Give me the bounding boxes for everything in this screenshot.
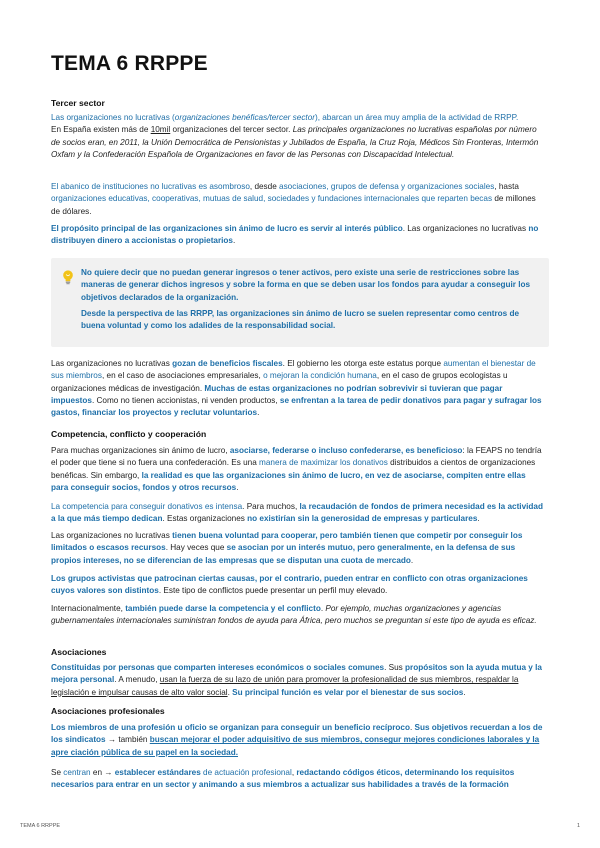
lightbulb-icon — [60, 269, 76, 285]
paragraph: El abanico de instituciones no lucrativas es asombroso, desde asociaciones, grupos de defensa y organizaciones sociales, hasta organizaciones educativas, cooperativas, mutuas de salud, sociedades y fundaciones internacionales que reparten becas de millones de dólares. — [51, 182, 536, 216]
paragraph: El propósito principal de las organizaciones sin ánimo de lucro es servir al interés público. Las organizaciones no lucrativas no distribuyen dinero a accionistas o propietarios. — [51, 224, 539, 246]
callout-paragraph: Desde la perspectiva de las RRPP, las organizaciones sin ánimo de lucro se suelen representar como centros de buena voluntad y como los adalides de la responsabilidad social. — [81, 309, 520, 331]
page-title: TEMA 6 RRPPE — [51, 52, 208, 75]
paragraph: Se centran en → establecer estándares de actuación profesional, redactando códigos éticos, determinando los requisitos necesarios para entrar en un sector y animando a sus miembros a actualizar sus habilidades a través de la formación — [51, 768, 515, 790]
paragraph: Los miembros de una profesión u oficio se organizan para conseguir un beneficio recíproco. Sus objetivos recuerdan a los de los sindicatos → también buscan mejorar el poder adquisitivo de sus miembros, consegur mejores condiciones laborales y la apre ciación pública de su papel en la sociedad. — [51, 723, 543, 757]
paragraph: La competencia para conseguir donativos es intensa. Para muchos, la recaudación de fondos de primera necesidad es la actividad a la que más tiempo dedican. Estas organizaciones no existirían sin la generosidad de empresas y particulares. — [51, 502, 543, 524]
footer-title: TEMA 6 RRPPE — [20, 823, 61, 829]
paragraph: Las organizaciones no lucrativas (organizaciones benéficas/tercer sector), abarcan un área muy amplia de la actividad de RRPP. En España existen más de 10mil organizaciones del tercer sector. Las principales organizaciones no lucrativas españolas por número de socios eran, en 2011, la Unión Democrática de Pensionistas y Jubilados de España, la Cruz Roja, Médicos Sin Fronteras, Intermón Oxfam y la Confederación Española de Organizaciones en favor de las Personas con Discapacidad Intelectual. — [51, 113, 539, 159]
paragraph: Para muchas organizaciones sin ánimo de lucro, asociarse, federarse o incluso confederarse, es beneficioso: la FEAPS no tendría el poder que tiene si no fuera una confederación. Es una manera de maximizar los donativos distribuidos a cientos de organizaciones benéficas. Sin embargo, la realidad es que las organizaciones sin ánimo de lucro, en vez de asociarse, compiten entre ellas para conseguir socios, fondos y otros recursos. — [51, 446, 542, 492]
callout-box — [51, 258, 549, 347]
paragraph: Las organizaciones no lucrativas gozan de beneficios fiscales. El gobierno les otorga este estatus porque aumentan el bienestar de sus miembros, en el caso de asociaciones empresariales, o mejoran la condición humana, en el caso de grupos ecologistas u organizaciones médicas de investigación. Muchas de estas organizaciones no podrían sobrevivir si tuvieran que pagar impuestos. Como no tienen accionistas, ni venden productos, se enfrentan a la tarea de pedir donativos para pagar y sufragar los gastos, financiar los proyectos y reclutar voluntarios. — [51, 359, 542, 418]
heading-tercer-sector: Tercer sector — [51, 98, 105, 108]
paragraph: Los grupos activistas que patrocinan ciertas causas, por el contrario, pueden entrar en conflicto con otras organizaciones cuyos valores son distintos. Este tipo de conflictos puede presentar un perfil muy elevado. — [51, 574, 528, 596]
heading-competencia: Competencia, conflicto y cooperación — [51, 429, 207, 439]
paragraph: Internacionalmente, también puede darse la competencia y el conflicto. Por ejemplo, muchas organizaciones y agencias gubernamentales internacionales suministran fondos de ayuda para África, pero muchos se preguntan si este tipo de ayuda es eficaz. — [51, 604, 537, 626]
heading-asociaciones: Asociaciones — [51, 647, 107, 657]
paragraph: Las organizaciones no lucrativas tienen buena voluntad para cooperar, pero también tienen que competir por conseguir los limitados o escasos recursos. Hay veces que se asocian por un interés mutuo, pero generalmente, en la defensa de sus propios intereses, no se diferencian de las empresas que se disputan una cuota de mercado. — [51, 531, 523, 565]
heading-asociaciones-profesionales: Asociaciones profesionales — [51, 706, 165, 716]
page-number: 1 — [576, 823, 580, 829]
callout-paragraph: No quiere decir que no puedan generar ingresos o tener activos, pero existe una serie de restricciones sobre las maneras de generar dichos ingresos y sobre la forma en que se deben usar los fondos para ayudar a conseguir los objetivos declarados de la organización. — [81, 268, 531, 302]
paragraph: Constituidas por personas que comparten intereses económicos o sociales comunes. Sus propósitos son la ayuda mutua y la mejora personal. A menudo, usan la fuerza de su lazo de unión para promover la profesionalidad de sus miembros, respaldar la legislación e impulsar causas de alto valor social. Su principal función es velar por el bienestar de sus socios. — [51, 663, 542, 697]
